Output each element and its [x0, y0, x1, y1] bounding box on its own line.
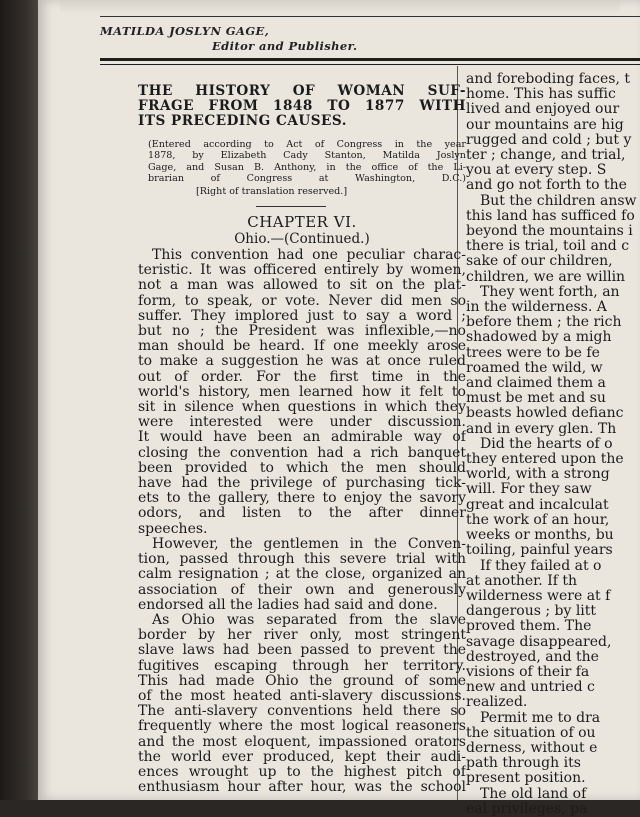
chapter-heading: CHAPTER VI.: [247, 213, 357, 232]
text-line: and the most eloquent, impassioned orators: [138, 734, 466, 750]
text-line: If they failed at o: [480, 558, 602, 574]
headline-line: ITS PRECEDING CAUSES.: [138, 113, 347, 129]
text-line: roamed the wild, w: [466, 360, 603, 376]
text-line: in the wilderness. A: [466, 300, 607, 316]
text-line: have had the privilege of purchasing tick-: [138, 476, 466, 492]
text-line: Permit me to dra: [480, 710, 601, 726]
text-line: proved them. The: [466, 619, 592, 635]
section-rule: [256, 206, 326, 207]
text-line: our mountains are hig: [466, 117, 624, 133]
copyright-line: Gage, and Susan B. Anthony, in the office of the Li-: [148, 161, 466, 173]
text-line: sake of our children,: [466, 254, 613, 270]
headline-line: FRAGE FROM 1848 TO 1877 WITH: [138, 98, 466, 114]
text-line: and go not forth to the: [466, 178, 627, 194]
text-line: frequently where the most logical reasoners: [138, 719, 466, 735]
text-line: visions of their fa: [466, 664, 590, 680]
text-line: It would have been an admirable way of: [138, 430, 466, 446]
text-line: But the children answ: [480, 193, 637, 209]
masthead-editor-title: Editor and Publisher.: [212, 39, 358, 53]
masthead-rule-thin: [100, 64, 640, 65]
text-line: closing the convention had a rich banquet: [138, 445, 466, 461]
headline-line: THE HISTORY OF WOMAN SUF-: [138, 83, 466, 99]
text-line: and claimed them a: [466, 376, 606, 392]
text-line: fugitives escaping through her territory.: [138, 658, 466, 674]
text-line: association of their own and generously: [138, 582, 466, 598]
text-line: Did the hearts of o: [480, 436, 613, 452]
text-line: to make a suggestion he was at once ruled: [138, 354, 466, 370]
text-line: destroyed, and the: [466, 649, 599, 665]
text-line: toiling, painful years: [466, 543, 613, 559]
text-line: home. This has suffic: [466, 87, 616, 103]
text-line: enthusiasm hour after hour, was the school: [138, 780, 466, 796]
text-line: eal privileges, pa: [466, 801, 588, 817]
text-line: This convention had one peculiar charac-: [152, 248, 466, 264]
text-line: suffer. They implored just to say a word ;: [138, 308, 466, 324]
text-line: teristic. It was officered entirely by women,: [138, 263, 466, 279]
text-line: out of order. For the first time in the: [138, 369, 466, 385]
text-line: rugged and cold ; but y: [466, 132, 632, 148]
text-line: The anti-slavery conventions held there so: [138, 704, 466, 720]
text-line: speeches.: [138, 521, 208, 537]
article-body-left: [138, 248, 466, 795]
text-line: beasts howled defianc: [466, 406, 624, 422]
text-line: but no ; the President was inflexible,—no: [138, 324, 466, 340]
text-line: sit in silence when questions in which they: [138, 400, 466, 416]
text-line: before them ; the rich: [466, 315, 622, 331]
text-line: ets to the gallery, there to enjoy the savory: [138, 491, 466, 507]
copyright-line: (Entered according to Act of Congress in the year: [148, 139, 466, 150]
text-line: the situation of ou: [466, 725, 596, 741]
text-line: you at every step. S: [466, 163, 607, 179]
page-edge: [60, 0, 620, 14]
text-line: The old land of: [480, 786, 587, 802]
text-line: path through its: [466, 756, 581, 772]
text-line: children, we are willin: [466, 269, 626, 285]
text-line: slave laws had been passed to prevent the: [138, 643, 466, 659]
text-line: great and incalculat: [466, 497, 609, 513]
text-line: of the most heated anti-slavery discussions.: [138, 688, 466, 704]
text-line: They went forth, an: [480, 284, 620, 300]
text-line: the work of an hour,: [466, 512, 610, 528]
text-line: they entered upon the: [466, 452, 624, 468]
text-line: odors, and listen to the after dinner: [138, 506, 466, 522]
top-rule: [100, 16, 640, 17]
text-line: man should be heard. If one meekly arose: [138, 339, 466, 355]
text-line: savage disappeared,: [466, 634, 612, 650]
text-line: been provided to which the men should: [138, 460, 466, 476]
text-line: at another. If th: [466, 573, 578, 589]
text-line: and in every glen. Th: [466, 421, 617, 437]
text-line: border by her river only, most stringent: [138, 628, 466, 644]
article-column-left: [138, 72, 466, 795]
text-line: lived and enjoyed our: [466, 102, 620, 118]
text-line: and foreboding faces, t: [466, 72, 630, 87]
text-line: endorsed all the ladies had said and done.: [138, 597, 438, 613]
text-line: were interested were under discussion.: [138, 415, 466, 431]
text-line: there is trial, toil and c: [466, 239, 630, 255]
copyright-line: 1878, by Elizabeth Cady Stanton, Matilda Joslyn: [148, 150, 466, 162]
text-line: beyond the mountains i: [466, 224, 633, 240]
text-line: must be met and su: [466, 391, 606, 407]
copyright-notice: [138, 139, 466, 185]
text-line: dangerous ; by litt: [466, 604, 597, 620]
text-line: ences wrought up to the highest pitch of: [138, 764, 466, 780]
text-line: present position.: [466, 771, 586, 787]
translation-rights: [Right of translation reserved.]: [196, 185, 348, 197]
text-line: form, to speak, or vote. Never did men so: [138, 293, 466, 309]
binding-spine: [0, 0, 38, 800]
text-line: the world ever produced, kept their audi-: [138, 749, 466, 765]
article-headline: [138, 84, 466, 129]
text-line: calm resignation ; at the close, organized an: [138, 567, 466, 583]
text-line: As Ohio was separated from the slave: [152, 612, 466, 628]
text-line: derness, without e: [466, 740, 598, 756]
text-line: this land has sufficed fo: [466, 208, 635, 224]
text-line: world, with a strong: [466, 467, 610, 483]
text-line: tion, passed through this severe trial with: [138, 552, 466, 568]
text-line: will. For they saw: [466, 482, 592, 498]
text-line: world's history, men learned how it felt to: [138, 384, 466, 400]
text-line: not a man was allowed to sit on the plat-: [138, 278, 466, 294]
text-line: shadowed by a migh: [466, 330, 612, 346]
text-line: new and untried c: [466, 680, 595, 696]
text-line: realized.: [466, 695, 528, 711]
text-line: However, the gentlemen in the Conven-: [152, 536, 466, 552]
text-line: wilderness were at f: [466, 588, 611, 604]
masthead: [100, 24, 620, 54]
masthead-editor-name: MATILDA JOSLYN GAGE,: [100, 24, 270, 38]
article-column-right: [466, 72, 640, 817]
text-line: trees were to be fe: [466, 345, 600, 361]
text-line: ter ; change, and trial,: [466, 148, 626, 164]
text-line: weeks or months, bu: [466, 528, 614, 544]
masthead-rule: [100, 58, 640, 61]
article-body-right: [466, 72, 640, 817]
section-subhead: Ohio.—(Continued.): [234, 231, 370, 248]
text-line: This had made Ohio the ground of some: [138, 673, 466, 689]
copyright-line: brarian of Congress at Washington, D.C.): [148, 173, 466, 185]
